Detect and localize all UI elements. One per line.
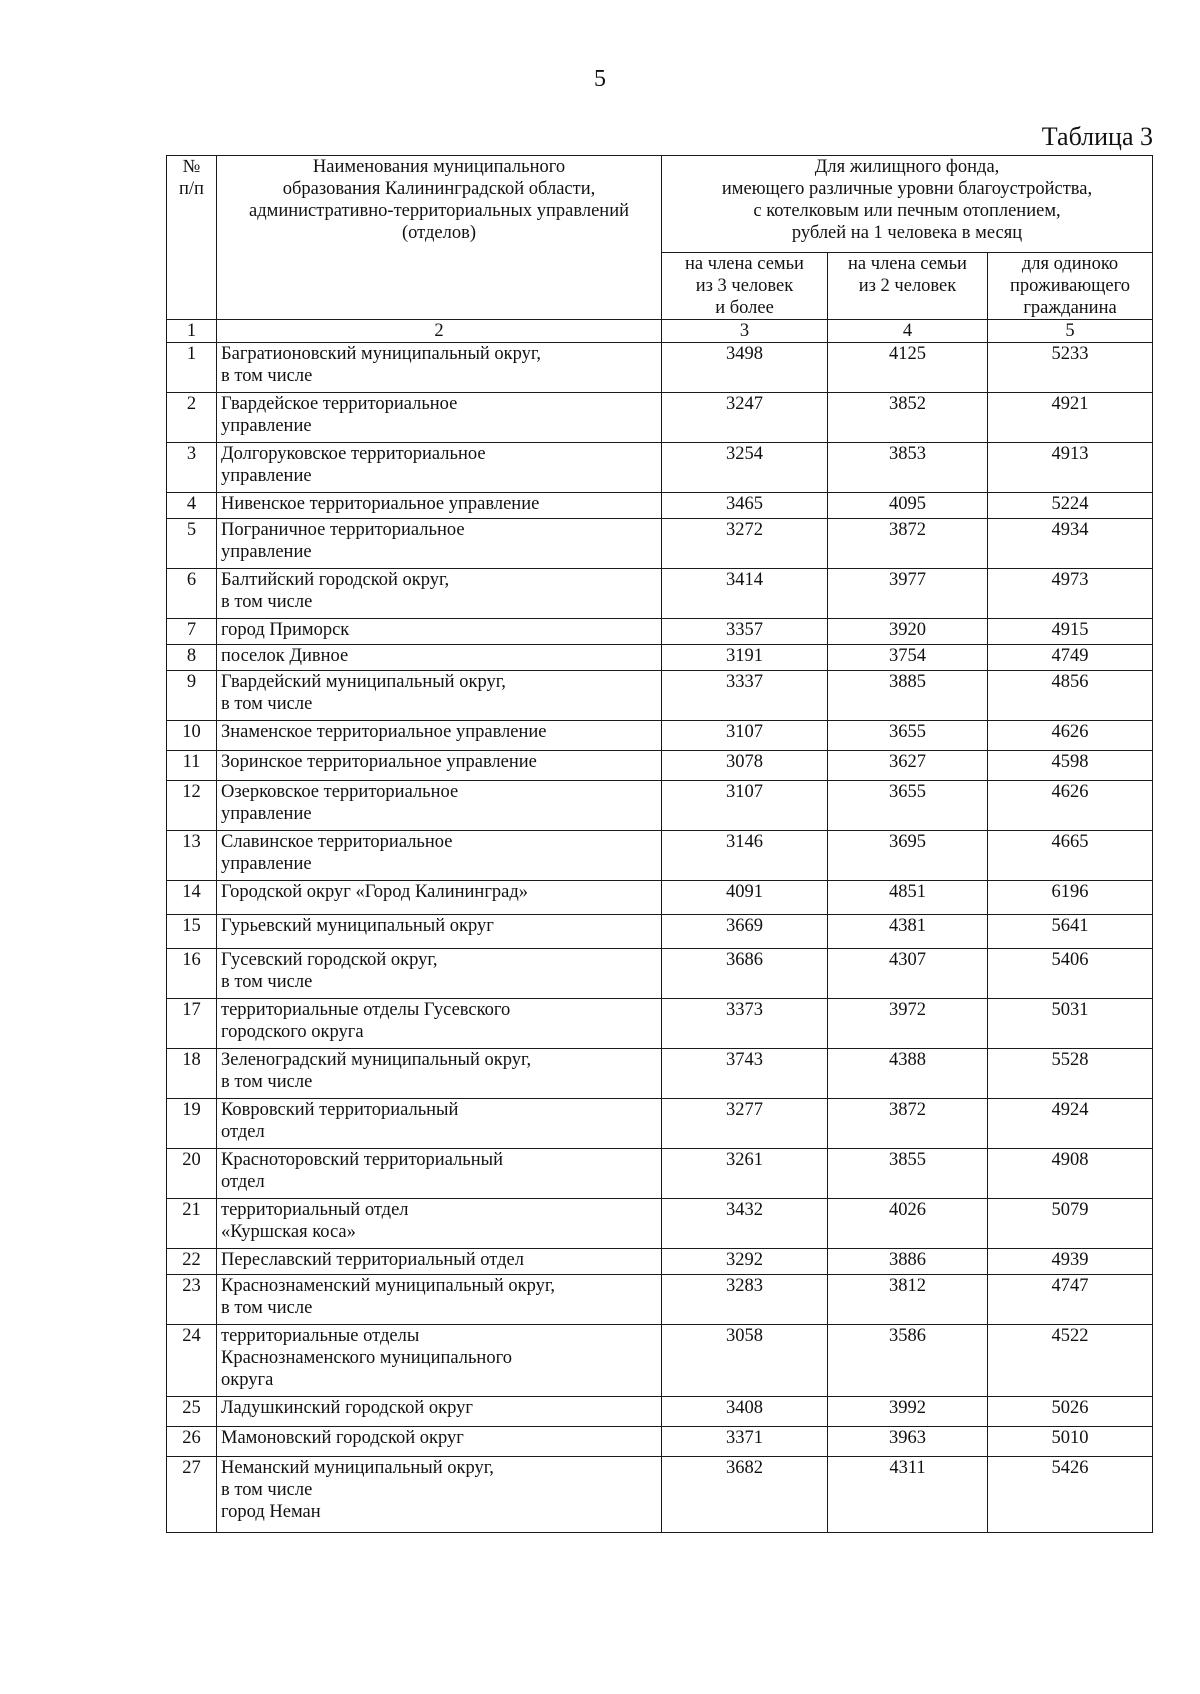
index-cell: 4 xyxy=(828,320,988,343)
row-name: Долгоруковское территориальное управление xyxy=(217,443,662,493)
table-row xyxy=(167,569,1153,619)
value-single: 6196 xyxy=(988,881,1153,915)
row-name: Ладушкинский городской округ xyxy=(217,1397,662,1427)
value-single: 4908 xyxy=(988,1149,1153,1199)
row-number: 22 xyxy=(167,1249,217,1275)
row-name: территориальный отдел «Куршская коса» xyxy=(217,1199,662,1249)
value-family-2: 4311 xyxy=(828,1457,988,1533)
table-row xyxy=(167,999,1153,1049)
row-name: Балтийский городской округ, в том числе xyxy=(217,569,662,619)
value-family-2: 3586 xyxy=(828,1325,988,1397)
value-family-3plus: 3272 xyxy=(662,519,828,569)
value-family-3plus: 3357 xyxy=(662,619,828,645)
table-row xyxy=(167,915,1153,949)
row-name: Мамоновский городской округ xyxy=(217,1427,662,1457)
value-family-3plus: 3373 xyxy=(662,999,828,1049)
row-name: Нивенское территориальное управление xyxy=(217,493,662,519)
row-name: Озерковское территориальное управление xyxy=(217,781,662,831)
row-name: Знаменское территориальное управление xyxy=(217,721,662,751)
value-single: 4626 xyxy=(988,721,1153,751)
value-single: 5426 xyxy=(988,1457,1153,1533)
value-single: 4747 xyxy=(988,1275,1153,1325)
value-family-3plus: 3247 xyxy=(662,393,828,443)
row-number: 25 xyxy=(167,1397,217,1427)
header-name: Наименования муниципального образования Калининградской области, административно-территориальных управлений (отделов) xyxy=(217,156,662,320)
value-family-2: 3872 xyxy=(828,1099,988,1149)
row-number: 18 xyxy=(167,1049,217,1099)
value-single: 4626 xyxy=(988,781,1153,831)
value-family-2: 3852 xyxy=(828,393,988,443)
value-family-3plus: 3078 xyxy=(662,751,828,781)
value-family-3plus: 3682 xyxy=(662,1457,828,1533)
table-row xyxy=(167,781,1153,831)
value-family-3plus: 3292 xyxy=(662,1249,828,1275)
value-family-3plus: 3146 xyxy=(662,831,828,881)
value-family-3plus: 3337 xyxy=(662,671,828,721)
value-family-2: 3754 xyxy=(828,645,988,671)
value-single: 4921 xyxy=(988,393,1153,443)
row-name: поселок Дивное xyxy=(217,645,662,671)
row-name: город Приморск xyxy=(217,619,662,645)
value-single: 5406 xyxy=(988,949,1153,999)
table-row xyxy=(167,1457,1153,1533)
table-row xyxy=(167,1427,1153,1457)
value-family-2: 4307 xyxy=(828,949,988,999)
value-family-2: 3695 xyxy=(828,831,988,881)
row-number: 7 xyxy=(167,619,217,645)
header-num: № п/п xyxy=(167,156,217,320)
value-single: 5224 xyxy=(988,493,1153,519)
value-family-3plus: 3058 xyxy=(662,1325,828,1397)
value-family-3plus: 3107 xyxy=(662,781,828,831)
value-single: 4913 xyxy=(988,443,1153,493)
value-family-3plus: 3191 xyxy=(662,645,828,671)
table-row xyxy=(167,619,1153,645)
value-single: 4939 xyxy=(988,1249,1153,1275)
value-family-2: 3885 xyxy=(828,671,988,721)
row-name: Ковровский территориальный отдел xyxy=(217,1099,662,1149)
value-family-2: 3655 xyxy=(828,721,988,751)
index-cell: 5 xyxy=(988,320,1153,343)
value-family-3plus: 3414 xyxy=(662,569,828,619)
header-col4: на члена семьи из 2 человек xyxy=(828,253,988,320)
table-row xyxy=(167,519,1153,569)
row-number: 15 xyxy=(167,915,217,949)
value-single: 4973 xyxy=(988,569,1153,619)
value-single: 4522 xyxy=(988,1325,1153,1397)
value-family-2: 4381 xyxy=(828,915,988,949)
row-name: Багратионовский муниципальный округ, в том числе xyxy=(217,343,662,393)
row-number: 14 xyxy=(167,881,217,915)
value-family-3plus: 3408 xyxy=(662,1397,828,1427)
row-number: 5 xyxy=(167,519,217,569)
value-family-2: 3886 xyxy=(828,1249,988,1275)
value-family-2: 3655 xyxy=(828,781,988,831)
table-row xyxy=(167,645,1153,671)
row-name: Пограничное территориальное управление xyxy=(217,519,662,569)
table-row xyxy=(167,1199,1153,1249)
value-family-3plus: 3107 xyxy=(662,721,828,751)
row-number: 13 xyxy=(167,831,217,881)
header-col5: для одиноко проживающего гражданина xyxy=(988,253,1153,320)
row-name: Гурьевский муниципальный округ xyxy=(217,915,662,949)
row-name: Неманский муниципальный округ, в том числе город Неман xyxy=(217,1457,662,1533)
value-single: 5641 xyxy=(988,915,1153,949)
value-family-3plus: 3498 xyxy=(662,343,828,393)
row-number: 9 xyxy=(167,671,217,721)
row-name: Краснознаменский муниципальный округ, в том числе xyxy=(217,1275,662,1325)
row-name: Гусевский городской округ, в том числе xyxy=(217,949,662,999)
value-family-2: 4095 xyxy=(828,493,988,519)
row-name: территориальные отделы Гусевского городского округа xyxy=(217,999,662,1049)
row-number: 16 xyxy=(167,949,217,999)
table-row xyxy=(167,343,1153,393)
row-number: 11 xyxy=(167,751,217,781)
value-family-2: 3920 xyxy=(828,619,988,645)
table-row xyxy=(167,949,1153,999)
table-row xyxy=(167,1099,1153,1149)
value-single: 5528 xyxy=(988,1049,1153,1099)
row-number: 6 xyxy=(167,569,217,619)
row-number: 2 xyxy=(167,393,217,443)
table-row xyxy=(167,1325,1153,1397)
value-family-3plus: 3277 xyxy=(662,1099,828,1149)
row-name: Переславский территориальный отдел xyxy=(217,1249,662,1275)
row-name: Гвардейский муниципальный округ, в том числе xyxy=(217,671,662,721)
row-number: 12 xyxy=(167,781,217,831)
table-row xyxy=(167,443,1153,493)
row-number: 20 xyxy=(167,1149,217,1199)
value-family-2: 3853 xyxy=(828,443,988,493)
value-family-2: 4026 xyxy=(828,1199,988,1249)
index-cell: 1 xyxy=(167,320,217,343)
value-single: 4924 xyxy=(988,1099,1153,1149)
value-family-2: 4125 xyxy=(828,343,988,393)
value-family-2: 3627 xyxy=(828,751,988,781)
index-row xyxy=(167,320,1153,343)
table-row xyxy=(167,671,1153,721)
value-family-3plus: 3686 xyxy=(662,949,828,999)
row-name: Зеленоградский муниципальный округ, в том числе xyxy=(217,1049,662,1099)
row-name: Городской округ «Город Калининград» xyxy=(217,881,662,915)
page-number: 5 xyxy=(594,66,606,92)
row-number: 19 xyxy=(167,1099,217,1149)
index-cell: 3 xyxy=(662,320,828,343)
value-family-3plus: 4091 xyxy=(662,881,828,915)
header-col3: на члена семьи из 3 человек и более xyxy=(662,253,828,320)
row-number: 1 xyxy=(167,343,217,393)
value-single: 4665 xyxy=(988,831,1153,881)
value-family-3plus: 3432 xyxy=(662,1199,828,1249)
value-family-2: 3855 xyxy=(828,1149,988,1199)
table-row xyxy=(167,881,1153,915)
value-single: 4598 xyxy=(988,751,1153,781)
table-row xyxy=(167,1149,1153,1199)
table-row xyxy=(167,1049,1153,1099)
row-number: 26 xyxy=(167,1427,217,1457)
table-header xyxy=(167,156,1153,343)
row-name: Красноторовский территориальный отдел xyxy=(217,1149,662,1199)
value-family-2: 3972 xyxy=(828,999,988,1049)
value-single: 5026 xyxy=(988,1397,1153,1427)
value-family-2: 3992 xyxy=(828,1397,988,1427)
value-single: 4856 xyxy=(988,671,1153,721)
value-family-3plus: 3669 xyxy=(662,915,828,949)
row-number: 23 xyxy=(167,1275,217,1325)
row-name: Гвардейское территориальное управление xyxy=(217,393,662,443)
table-row xyxy=(167,1249,1153,1275)
row-number: 8 xyxy=(167,645,217,671)
value-family-3plus: 3743 xyxy=(662,1049,828,1099)
table-row xyxy=(167,393,1153,443)
row-name: территориальные отделы Краснознаменского муниципального округа xyxy=(217,1325,662,1397)
header-group: Для жилищного фонда, имеющего различные уровни благоустройства, с котелковым или печным отоплением, рублей на 1 человека в месяц xyxy=(662,156,1153,253)
tariff-table xyxy=(166,155,1153,1533)
table-row xyxy=(167,1397,1153,1427)
value-family-2: 3812 xyxy=(828,1275,988,1325)
row-number: 21 xyxy=(167,1199,217,1249)
row-number: 10 xyxy=(167,721,217,751)
value-family-3plus: 3254 xyxy=(662,443,828,493)
value-family-3plus: 3465 xyxy=(662,493,828,519)
table-caption: Таблица 3 xyxy=(1041,122,1153,151)
value-family-3plus: 3283 xyxy=(662,1275,828,1325)
table-row xyxy=(167,493,1153,519)
value-single: 5010 xyxy=(988,1427,1153,1457)
row-name: Славинское территориальное управление xyxy=(217,831,662,881)
table-row xyxy=(167,831,1153,881)
table-row xyxy=(167,751,1153,781)
row-number: 4 xyxy=(167,493,217,519)
value-single: 4749 xyxy=(988,645,1153,671)
value-family-2: 4851 xyxy=(828,881,988,915)
table-row xyxy=(167,1275,1153,1325)
value-single: 4934 xyxy=(988,519,1153,569)
row-number: 17 xyxy=(167,999,217,1049)
value-family-2: 3977 xyxy=(828,569,988,619)
row-name: Зоринское территориальное управление xyxy=(217,751,662,781)
table-body xyxy=(167,343,1153,1533)
row-number: 3 xyxy=(167,443,217,493)
value-single: 5031 xyxy=(988,999,1153,1049)
value-family-2: 3872 xyxy=(828,519,988,569)
value-single: 5233 xyxy=(988,343,1153,393)
value-family-2: 3963 xyxy=(828,1427,988,1457)
value-family-3plus: 3261 xyxy=(662,1149,828,1199)
value-single: 4915 xyxy=(988,619,1153,645)
table-row xyxy=(167,721,1153,751)
row-number: 27 xyxy=(167,1457,217,1533)
value-single: 5079 xyxy=(988,1199,1153,1249)
value-family-3plus: 3371 xyxy=(662,1427,828,1457)
value-family-2: 4388 xyxy=(828,1049,988,1099)
index-cell: 2 xyxy=(217,320,662,343)
row-number: 24 xyxy=(167,1325,217,1397)
